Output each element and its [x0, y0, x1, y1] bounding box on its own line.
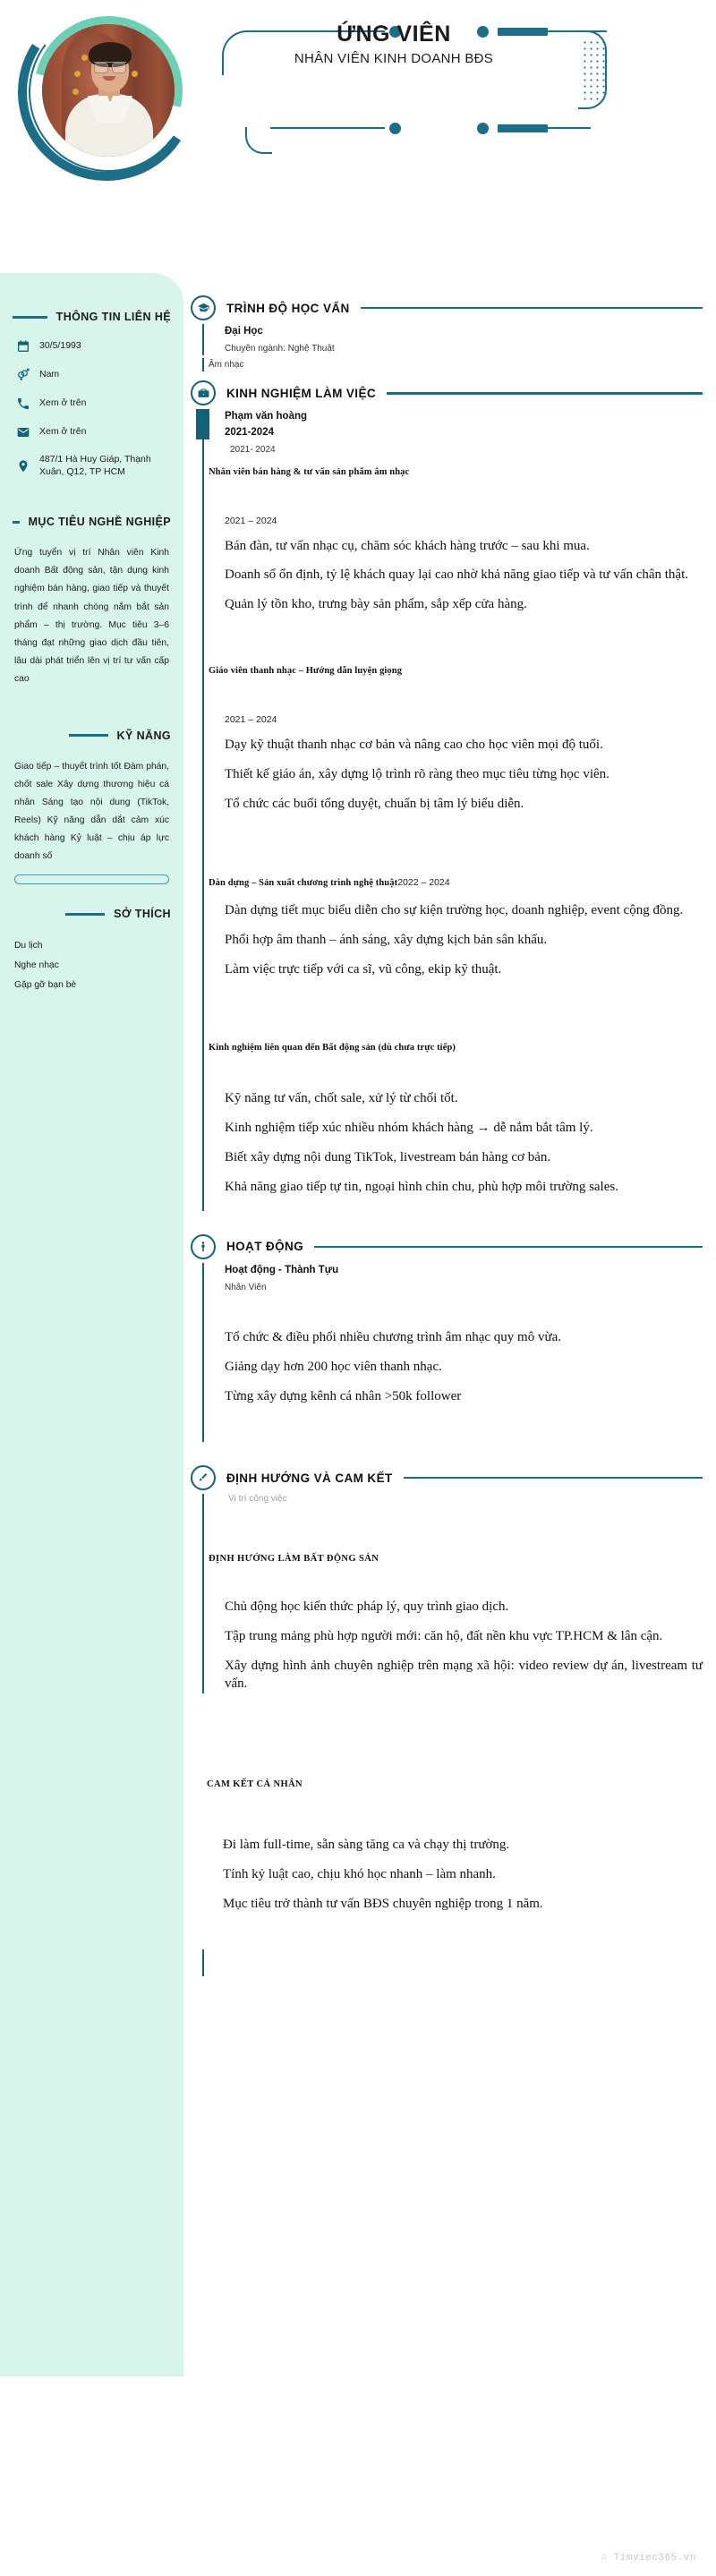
- watermark: ∴ Timviec365.vn: [601, 2553, 696, 2563]
- experience-paragraph: Kỹ năng tư vấn, chốt sale, xử lý từ chối tốt.: [225, 1091, 458, 1106]
- hobby-item: Nghe nhạc: [14, 960, 59, 970]
- commitment-group-2: [191, 1779, 703, 1914]
- experience-paragraph: Quản lý tồn kho, trưng bày sản phẩm, sắp xếp cửa hàng.: [225, 597, 527, 612]
- spacer: [13, 884, 171, 908]
- sidebar-heading-hobbies: [13, 908, 171, 920]
- activity-title: Hoạt động - Thành Tựu: [225, 1264, 339, 1275]
- commitment-paragraph: Mục tiêu trở thành tư vấn BĐS chuyên nghiệp trong 1 năm.: [223, 1896, 543, 1911]
- experience-paragraph: Kinh nghiệm tiếp xúc nhiều nhóm khách hàng → dễ nắm bắt tâm lý.: [225, 1121, 593, 1136]
- candidate-role: NHÂN VIÊN KINH DOANH BĐS: [294, 50, 494, 66]
- skills-divider: [14, 874, 169, 884]
- section-rule: [361, 307, 703, 310]
- avatar-photo: [42, 24, 175, 157]
- candidate-name: ỨNG VIÊN: [337, 21, 451, 47]
- experience-timeline: [202, 409, 703, 1211]
- contact-value: Xem ở trên: [39, 426, 87, 438]
- section-experience-header: [191, 380, 703, 405]
- job-position-placeholder[interactable]: Vị trí công việc: [228, 1494, 287, 1504]
- section-education-header: [191, 295, 703, 320]
- experience-paragraph: Khả năng giao tiếp tự tin, ngoại hình chỉn chu, phù hợp môi trường sales.: [225, 1180, 618, 1194]
- spacer: [225, 1055, 703, 1079]
- sidebar-heading-text: MỤC TIÊU NGHỀ NGHIỆP: [28, 516, 171, 529]
- contact-item-address: [16, 454, 171, 478]
- experience-paragraph: Bán đàn, tư vấn nhạc cụ, chăm sóc khách hàng trước – sau khi mua.: [225, 538, 590, 553]
- contact-value: 487/1 Hà Huy Giáp, Thạnh Xuân, Q12, TP HCM: [39, 454, 151, 477]
- commitment-paragraph: Xây dựng hình ảnh chuyên nghiệp trên mạng xã hội: video review dự án, livestream tư vấn.: [225, 1658, 703, 1691]
- spacer: [191, 1442, 703, 1465]
- gender-icon: [16, 368, 30, 382]
- spacer: [225, 1294, 703, 1318]
- section-commitment-header: [191, 1465, 703, 1490]
- spacer: [191, 371, 703, 380]
- activities-timeline: [202, 1263, 703, 1442]
- person-icon: [191, 1234, 216, 1259]
- spacer: [13, 688, 171, 729]
- experience-paragraph: Tổ chức các buổi tổng duyệt, chuẩn bị tâm lý biểu diễn.: [225, 796, 524, 811]
- heading-dash: [13, 521, 20, 524]
- experience-period: 2021-2024: [225, 426, 274, 438]
- experience-period-small: 2021- 2024: [230, 444, 276, 455]
- frame-line: [546, 127, 591, 129]
- commitment-paragraph: Chủ động học kiến thức pháp lý, quy trình giao dịch.: [225, 1599, 509, 1614]
- contact-value: Xem ở trên: [39, 397, 87, 409]
- activity-paragraph: Tổ chức & điều phối nhiều chương trình âm nhạc quy mô vừa.: [225, 1330, 561, 1345]
- section-title: ĐỊNH HƯỚNG VÀ CAM KẾT: [226, 1471, 393, 1485]
- location-icon: [16, 459, 30, 473]
- photo-stud: [81, 55, 88, 61]
- section-rule: [387, 392, 703, 395]
- timeline-end-tick: [202, 1949, 703, 1976]
- section-title: KINH NGHIỆM LÀM VIỆC: [226, 386, 377, 400]
- heading-dash: [65, 913, 105, 916]
- experience-role: Nhân viên bán hàng & tư vấn sản phẩm âm nhạc: [209, 466, 410, 477]
- page-title: [224, 21, 564, 66]
- experience-paragraph: Phối hợp âm thanh – ánh sáng, xây dựng kịch bản sân khấu.: [225, 932, 548, 947]
- frame-dot: [389, 123, 401, 134]
- experience-paragraph: Doanh số ổn định, tỷ lệ khách quay lại cao nhờ khả năng giao tiếp và tư vấn chân thật.: [225, 567, 689, 583]
- hobby-item: Gặp gỡ bạn bè: [14, 979, 77, 990]
- photo-stud: [72, 89, 79, 95]
- heading-dash: [13, 316, 47, 319]
- section-rule: [314, 1246, 703, 1249]
- sidebar-heading-objective: [13, 516, 171, 528]
- calendar-icon: [16, 339, 30, 354]
- spacer: [191, 1211, 703, 1234]
- commitment-timeline: [202, 1494, 703, 1693]
- spacer: [225, 814, 703, 876]
- contact-value: Nam: [39, 369, 60, 380]
- commitment-paragraph: Đi làm full-time, sẵn sàng tăng ca và chạy thị trường.: [223, 1837, 510, 1852]
- activity-paragraph: Giảng dạy hơn 200 học viên thanh nhạc.: [225, 1360, 442, 1375]
- photo-stud: [74, 71, 81, 77]
- sidebar-heading-skills: [13, 729, 171, 742]
- contact-item-phone: [16, 397, 171, 411]
- photo-stud: [132, 71, 138, 77]
- experience-block-title: Kinh nghiệm liên quan đến Bất động sản (dù chưa trực tiếp): [209, 1043, 456, 1053]
- spacer: [225, 678, 703, 714]
- glasses-icon: [94, 62, 126, 71]
- experience-paragraph: Làm việc trực tiếp với ca sĩ, vũ công, ekip kỹ thuật.: [225, 961, 502, 977]
- education-extra: Âm nhạc: [209, 360, 244, 371]
- spacer: [225, 978, 703, 1041]
- education-major: Chuyên ngành: Nghệ Thuật: [225, 344, 335, 354]
- spacer: [223, 1789, 703, 1825]
- spacer: [191, 1693, 703, 1779]
- spacer: [225, 456, 703, 465]
- experience-block-title-row: [209, 876, 703, 891]
- experience-block-title: Giáo viên thanh nhạc – Hướng dẫn luyện giọng: [209, 666, 403, 677]
- spacer: [225, 1504, 703, 1554]
- spacer: [191, 1914, 703, 1949]
- sidebar: [0, 273, 183, 2376]
- experience-company: Phạm văn hoàng: [225, 411, 308, 422]
- contact-item-birthday: [16, 339, 171, 354]
- frame-bar: [498, 124, 548, 132]
- phone-icon: [16, 397, 30, 411]
- frame-dotgrid: [582, 39, 605, 104]
- graduation-cap-icon: [191, 295, 216, 320]
- spacer: [225, 1406, 703, 1442]
- experience-block-title-years: 2022 – 2024: [397, 876, 450, 888]
- sidebar-heading-text: KỸ NĂNG: [116, 729, 171, 742]
- experience-paragraph: Dàn dựng tiết mục biểu diễn cho sự kiện trường học, doanh nghiệp, event cộng đồng.: [225, 902, 684, 917]
- section-rule: [404, 1477, 703, 1480]
- contact-item-gender: [16, 368, 171, 382]
- education-timeline: [202, 324, 703, 355]
- contact-item-email: [16, 425, 171, 439]
- experience-paragraph: Thiết kế giáo án, xây dựng lộ trình rõ ràng theo mục tiêu từng học viên.: [225, 767, 609, 781]
- activity-subtitle: Nhân Viên: [225, 1283, 267, 1293]
- brush-icon: [191, 1465, 216, 1490]
- heading-dash: [69, 734, 108, 737]
- commitment-paragraph: Tập trung mảng phù hợp người mới: căn hộ, đất nền khu vực TP.HCM & lân cận.: [225, 1628, 663, 1643]
- commitment-group-title: ĐỊNH HƯỚNG LÀM BẤT ĐỘNG SẢN: [209, 1554, 379, 1564]
- experience-block-years: 2021 – 2024: [225, 714, 277, 726]
- avatar: [27, 11, 188, 172]
- email-icon: [16, 425, 30, 439]
- experience-block-title: Dàn dựng – Sản xuất chương trình nghệ thuật: [209, 877, 398, 888]
- hobby-item: Du lịch: [14, 941, 43, 951]
- experience-paragraph: Dạy kỹ thuật thanh nhạc cơ bản và nâng cao cho học viên mọi độ tuổi.: [225, 738, 603, 753]
- section-title: HOẠT ĐỘNG: [226, 1240, 304, 1254]
- commitment-group-title: CAM KẾT CÁ NHÂN: [207, 1778, 303, 1789]
- sidebar-heading-text: SỞ THÍCH: [114, 908, 171, 921]
- main-content: [191, 295, 703, 1976]
- spacer: [225, 1564, 703, 1587]
- contact-value: 30/5/1993: [39, 340, 81, 352]
- frame-corner-bottom-left: [245, 127, 272, 154]
- frame-line: [270, 127, 385, 129]
- experience-block-years: 2021 – 2024: [225, 515, 277, 526]
- section-title: TRÌNH ĐỘ HỌC VẤN: [226, 301, 350, 315]
- objective-text: Ứng tuyển vị trí Nhân viên Kinh doanh Bất động sản, tận dụng kinh nghiệm bán hàng, giao tiếp và thuyết trình để nhanh chóng nắm bắt sản phẩm – thị trường. Mục tiêu 3–6 tháng đạt những giao dịch đầu tiên, lâu dài phát triển lên vị trí tư vấn cấp cao: [14, 548, 169, 684]
- header-decoration-bottom: [222, 115, 696, 168]
- commitment-paragraph: Tính kỷ luật cao, chịu khó học nhanh – làm nhanh.: [223, 1866, 496, 1881]
- sidebar-heading-text: THÔNG TIN LIÊN HỆ: [55, 311, 171, 323]
- timeline-marker: [196, 409, 209, 439]
- spacer: [225, 1197, 703, 1211]
- activity-paragraph: Từng xây dựng kênh cá nhân >50k follower: [225, 1389, 462, 1404]
- briefcase-icon: [191, 380, 216, 405]
- skills-text: Giao tiếp – thuyết trình tốt Đàm phán, chốt sale Xây dựng thương hiệu cá nhân Sáng tạo nội dung (TikTok, Reels) Kỹ năng dẫn dắt cảm xúc khách hàng Kỷ luật – chịu áp lực doanh số: [14, 761, 169, 862]
- spacer: [225, 614, 703, 664]
- experience-paragraph: Biết xây dựng nội dung TikTok, livestream bán hàng cơ bản.: [225, 1150, 551, 1165]
- section-activities-header: [191, 1234, 703, 1259]
- spacer: [225, 480, 703, 516]
- spacer: [13, 492, 171, 516]
- frame-dot: [477, 123, 489, 134]
- header: [0, 0, 716, 273]
- sidebar-heading-contact: [13, 311, 171, 323]
- education-school: Đại Học: [225, 326, 263, 337]
